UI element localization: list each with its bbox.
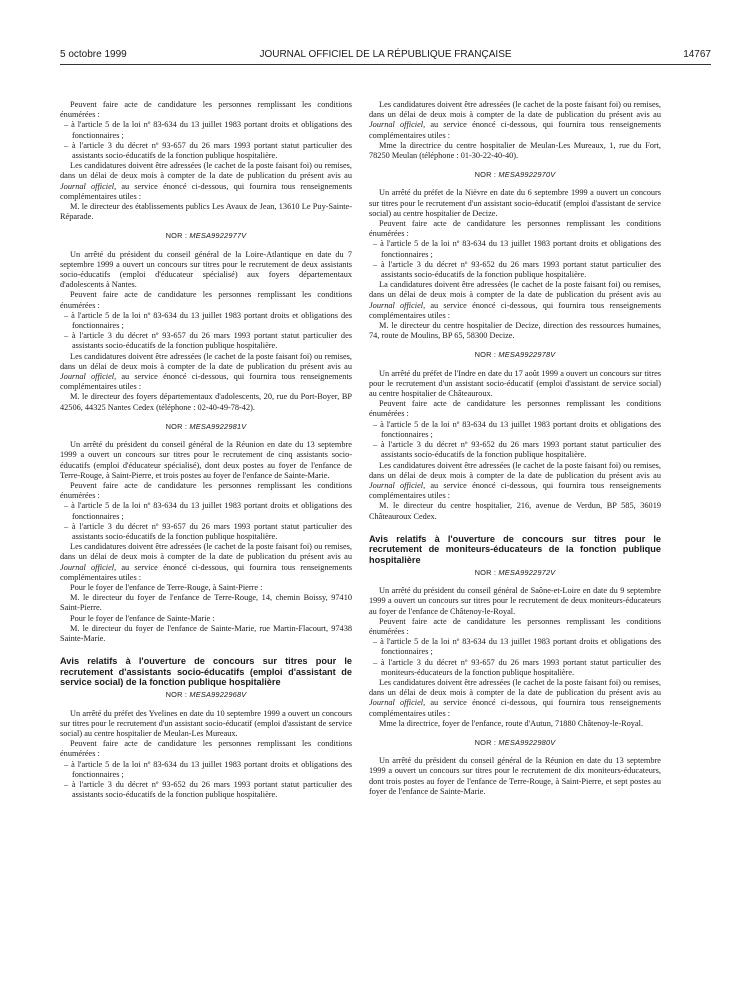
paragraph: Peuvent faire acte de candidature les personnes remplissant les conditions énumérées : [60,739,352,759]
section-heading: Avis relatifs à l'ouverture de concours sur titres pour le recrutement d'assistants socio-éducatifs (emploi d'assistant de service social) de la fonction publique hospitalière [60,656,352,687]
nor-reference [60,690,352,700]
page-number: 14767 [683,49,711,60]
list-item: – à l'article 3 du décret nº 93-657 du 26 mars 1993 portant statut particulier des assistants socio-éducatifs de la fonction publique hospitalière. [64,331,352,351]
journal-name: Journal officiel [60,372,115,382]
list-item: – à l'article 3 du décret nº 93-657 du 26 mars 1993 portant statut particulier des assistants socio-éducatifs de la fonction publique hospitalière. [64,521,352,541]
list-item: – à l'article 5 de la loi nº 83-634 du 13 juillet 1983 portant droits et obligations des fonctionnaires ; [64,501,352,521]
paragraph: Un arrêté du président du conseil général de la Loire-Atlantique en date du 7 septembre 1999 a ouvert un concours sur titres pour le recrutement de deux assistants socio-éducatifs (emploi d'éducateur spécialisé) aux foyers départementaux d'adolescents à Nantes. [60,249,352,290]
left-column [60,100,352,800]
list-item: – à l'article 5 de la loi nº 83-634 du 13 juillet 1983 portant droits et obligations des fonctionnaires ; [373,419,661,439]
nor-code: MESA9922977V [189,231,247,241]
paragraph: Un arrêté du préfet de la Nièvre en date du 6 septembre 1999 a ouvert un concours sur titres pour le recrutement d'un assistant socio-éducatif (emploi d'assistant de service social) au centre hospitalier de Decize. [369,188,661,218]
paragraph: Les candidatures doivent être adressées (le cachet de la poste faisant foi) ou remises, dans un délai de deux mois à compter de la date de publication du présent avis au Journal officiel, au service énoncé ci-dessous, qui fournira tous renseignements complémentaires utiles : [60,161,352,201]
paragraph: Peuvent faire acte de candidature les personnes remplissant les conditions énumérées : [60,290,352,310]
paragraph: Les candidatures doivent être adressées (le cachet de la poste faisant foi) ou remises, dans un délai de deux mois à compter de la date de publication du présent avis au Journal officiel, au service énoncé ci-dessous, qui fournira tous renseignements complémentaires utiles : [369,100,661,140]
paragraph: Peuvent faire acte de candidature les personnes remplissant les conditions énumérées : [369,399,661,419]
paragraph: Les candidatures doivent être adressées (le cachet de la poste faisant foi) ou remises, dans un délai de deux mois à compter de la date de publication du présent avis au Journal officiel, au service énoncé ci-dessous, qui fournira tous renseignements complémentaires utiles : [60,351,352,392]
nor-code: MESA9922978V [498,350,556,360]
paragraph: Peuvent faire acte de candidature les personnes remplissant les conditions énumérées : [369,616,661,636]
section-heading: Avis relatifs à l'ouverture de concours sur titres pour le recrutement de moniteurs-éducateurs de la fonction publique hospitalière [369,533,661,565]
issue-date: 5 octobre 1999 [60,49,127,60]
nor-reference [369,568,661,578]
paragraph: Un arrêté du président du conseil général de Saône-et-Loire en date du 9 septembre 1999 a ouvert un concours sur titres pour le recrutement de deux moniteurs-éducateurs au foyer de l'enfance de Châtenoy-le-Royal. [369,586,661,616]
paragraph: Un arrêté du préfet des Yvelines en date du 10 septembre 1999 a ouvert un concours sur titres pour le recrutement d'un assistant socio-éducatif (emploi d'assistant de service social) au centre hospitalier de Meulan-Les Mureaux. [60,708,352,738]
journal-name: Journal officiel [60,562,115,572]
nor-label: NOR : [474,170,497,180]
paragraph: M. le directeur du centre hospitalier, 216, avenue de Verdun, BP 585, 36019 Châteauroux Cedex. [369,501,661,521]
nor-reference [369,738,661,748]
paragraph: M. le directeur du centre hospitalier de Decize, direction des ressources humaines, 74, route de Moulins, BP 65, 58300 Decize. [369,321,661,341]
paragraph: M. le directeur des établissements publics Les Avaux de Jean, 13610 Le Puy-Sainte-Réparade. [60,202,352,222]
journal-title: JOURNAL OFFICIEL DE LA RÉPUBLIQUE FRANÇAISE [259,49,512,60]
paragraph: M. le directeur des foyers départementaux d'adolescents, 20, rue du Port-Boyer, BP 42506, 44325 Nantes Cedex (téléphone : 02-40-49-78-42). [60,392,352,412]
paragraph: M. le directeur du foyer de l'enfance de Terre-Rouge, 14, chemin Boissy, 97410 Saint-Pierre. [60,593,352,613]
page-header [60,49,711,65]
journal-name: Journal officiel [369,698,424,708]
paragraph: Les candidatures doivent être adressées (le cachet de la poste faisant foi) ou remises, dans un délai de deux mois à compter de la date de publication du présent avis au Journal officiel, au service énoncé ci-dessous, qui fournira tous renseignements complémentaires utiles : [369,677,661,718]
list-item: – à l'article 5 de la loi nº 83-634 du 13 juillet 1983 portant droits et obligations des fonctionnaires ; [64,310,352,331]
journal-name: Journal officiel [369,120,424,130]
paragraph: Pour le foyer de l'enfance de Sainte-Marie : [70,613,215,623]
paragraph: Mme la directrice, foyer de l'enfance, route d'Autun, 71880 Châtenoy-le-Royal. [379,718,644,728]
nor-label: NOR : [474,567,497,577]
journal-name: Journal officiel [369,480,424,490]
list-item: – à l'article 3 du décret nº 93-657 du 26 mars 1993 portant statut particulier des moniteurs-éducateurs de la fonction publique hospitalière. [373,657,661,677]
nor-label: NOR : [165,421,188,431]
nor-code: MESA9922980V [498,737,556,747]
paragraph: Un arrêté du président du conseil général de la Réunion en date du 13 septembre 1999 a ouvert un concours sur titres pour le recrutement de cinq assistants socio-éducatifs (emploi d'éducateur spécialisé), dont deux postes au foyer de l'enfance de Terre-Rouge, à Saint-Pierre, et trois postes au foyer de l'enfance de Sainte-Marie. [60,440,352,480]
journal-name: Journal officiel [369,300,424,310]
nor-code: MESA9922972V [498,567,556,577]
right-column [369,100,661,797]
list-item: – à l'article 5 de la loi nº 83-634 du 13 juillet 1983 portant droits et obligations des fonctionnaires ; [64,120,352,140]
list-item: – à l'article 5 de la loi nº 83-634 du 13 juillet 1983 portant droits et obligations des fonctionnaires ; [373,239,661,259]
nor-code: MESA9922970V [498,170,556,180]
paragraph: Pour le foyer de l'enfance de Terre-Rouge, à Saint-Pierre : [70,582,263,592]
list-item: – à l'article 5 de la loi nº 83-634 du 13 juillet 1983 portant droits et obligations des fonctionnaires ; [64,759,352,779]
paragraph: Mme la directrice du centre hospitalier de Meulan-Les Mureaux, 1, rue du Fort, 78250 Meulan (téléphone : 01-30-22-40-40). [369,140,661,161]
nor-reference [60,231,352,241]
paragraph: Un arrêté du président du conseil général de la Réunion en date du 13 septembre 1999 a ouvert un concours sur titres pour le recrutement de dix moniteurs-éducateurs, dont trois postes au foyer de l'enfance de Terre-Rouge, à Saint-Pierre, et sept postes au foyer de l'enfance de Sainte-Marie. [369,756,661,796]
nor-code: MESA9922968V [189,690,247,700]
paragraph: Peuvent faire acte de candidature les personnes remplissant les conditions énumérées : [369,219,661,239]
nor-code: MESA9922981V [189,421,247,431]
nor-reference [369,350,661,360]
header-rule [60,64,711,65]
journal-name: Journal officiel [60,181,115,191]
list-item: – à l'article 3 du décret nº 93-652 du 26 mars 1993 portant statut particulier des assistants socio-éducatifs de la fonction publique hospitalière. [64,780,352,800]
paragraph: Les candidatures doivent être adressées (le cachet de la poste faisant foi) ou remises, dans un délai de deux mois à compter de la date de publication du présent avis au Journal officiel, au service énoncé ci-dessous, qui fournira tous renseignements complémentaires utiles : [369,460,661,501]
paragraph: Un arrêté du préfet de l'Indre en date du 17 août 1999 a ouvert un concours sur titres pour le recrutement d'un assistant socio-éducatif (emploi d'assistant de service social) au centre hospitalier de Châteauroux. [369,368,661,399]
nor-label: NOR : [474,737,497,747]
nor-reference [60,422,352,432]
nor-label: NOR : [165,231,188,241]
paragraph: La candidatures doivent être adressées (le cachet de la poste faisant foi) ou remises, dans un délai de deux mois à compter de la date de publication du présent avis au Journal officiel, au service énoncé ci-dessous, qui fournira tous renseignements complémentaires utiles : [369,280,661,320]
nor-label: NOR : [165,690,188,700]
paragraph: M. le directeur du foyer de l'enfance de Sainte-Marie, rue Martin-Flacourt, 97438 Sainte-Marie. [60,623,352,643]
paragraph: Peuvent faire acte de candidature les personnes remplissant les conditions énumérées : [60,480,352,501]
list-item: – à l'article 3 du décret nº 93-657 du 26 mars 1993 portant statut particulier des assistants socio-éducatifs de la fonction publique hospitalière. [64,140,352,161]
list-item: – à l'article 3 du décret nº 93-652 du 26 mars 1993 portant statut particulier des assistants socio-éducatifs de la fonction publique hospitalière. [373,259,661,280]
paragraph: Les candidatures doivent être adressées (le cachet de la poste faisant foi) ou remises, dans un délai de deux mois à compter de la date de publication du présent avis au Journal officiel, au service énoncé ci-dessous, qui fournira tous renseignements complémentaires utiles : [60,542,352,582]
list-item: – à l'article 5 de la loi nº 83-634 du 13 juillet 1983 portant droits et obligations des fonctionnaires ; [373,637,661,657]
nor-reference [369,170,661,180]
paragraph: Peuvent faire acte de candidature les personnes remplissant les conditions énumérées : [60,100,352,120]
nor-label: NOR : [474,350,497,360]
list-item: – à l'article 3 du décret nº 93-652 du 26 mars 1993 portant statut particulier des assistants socio-éducatifs de la fonction publique hospitalière. [373,440,661,460]
